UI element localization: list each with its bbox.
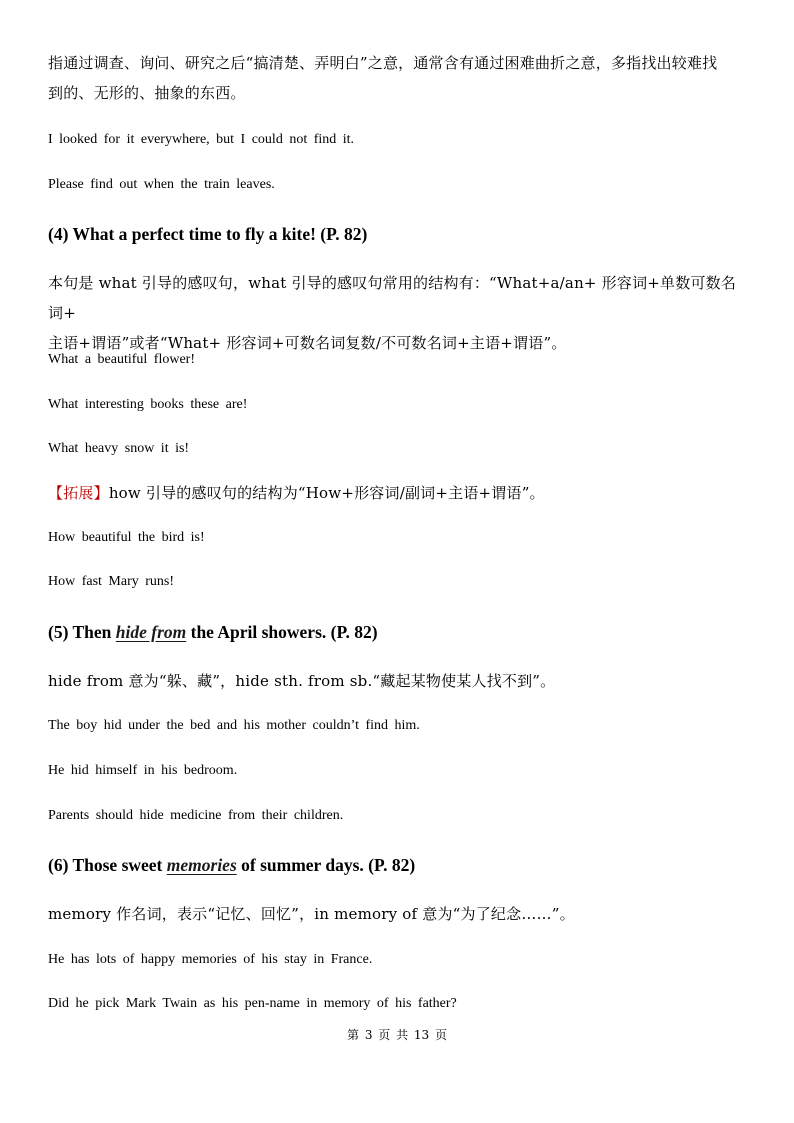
intro-line: 到的、无形的、抽象的东西。 — [48, 84, 246, 102]
heading-text: the April showers. (P. 82) — [186, 622, 378, 642]
section-heading-4: (4) What a perfect time to fly a kite! (P. 82) — [48, 224, 368, 244]
keyword-phrase: hide from — [115, 622, 187, 642]
intro-line: 指通过调查、询问、研究之后“搞清楚、弄明白”之意，通常含有通过困难曲折之意，多指找出较难找 — [48, 54, 718, 72]
extension-text: how 引导的感叹句的结构为“How+形容词/副词+主语+谓语”。 — [108, 484, 545, 502]
page-number: 第 3 页 共 13 页 — [347, 1028, 447, 1042]
explanation-line: 主语+谓语”或者“What+ 形容词+可数名词复数/不可数名词+主语+谓语”。 — [48, 334, 567, 352]
heading-text: (6) Those sweet — [48, 855, 167, 875]
example-sentence: Parents should hide medicine from their children. — [48, 808, 344, 823]
keyword-phrase: memories — [166, 855, 237, 875]
example-sentence: Did he pick Mark Twain as his pen-name in memory of his father? — [48, 996, 457, 1011]
extension-note — [48, 478, 748, 508]
example-sentence: He has lots of happy memories of his stay in France. — [48, 952, 373, 967]
section-heading-5 — [48, 621, 748, 643]
intro-paragraph — [48, 48, 748, 108]
heading-text: (5) Then — [48, 622, 116, 642]
example-sentence: The boy hid under the bed and his mother couldn’t find him. — [48, 718, 420, 733]
example-sentence: He hid himself in his bedroom. — [48, 763, 238, 778]
example-sentence: Please find out when the train leaves. — [48, 177, 275, 192]
example-sentence: What interesting books these are! — [48, 397, 248, 412]
example-sentence: How beautiful the bird is! — [48, 530, 205, 545]
extension-tag: 【拓展】 — [48, 484, 109, 502]
example-sentence: What heavy snow it is! — [48, 441, 190, 456]
heading-text: of summer days. (P. 82) — [236, 855, 416, 875]
explanation-paragraph: memory 作名词，表示“记忆、回忆”，in memory of 意为“为了纪念……”。 — [48, 905, 575, 923]
section-heading-6 — [48, 854, 748, 876]
explanation-paragraph: hide from 意为“躲、藏”，hide sth. from sb.“藏起某物使某人找不到”。 — [48, 672, 556, 690]
example-sentence: What a beautiful flower! — [48, 352, 195, 367]
explanation-paragraph — [48, 268, 748, 358]
example-sentence: I looked for it everywhere, but I could not find it. — [48, 132, 355, 147]
example-sentence: How fast Mary runs! — [48, 574, 175, 589]
explanation-line: 本句是 what 引导的感叹句，what 引导的感叹句常用的结构有：“What+a/an+ 形容词+单数可数名词+ — [48, 274, 737, 322]
